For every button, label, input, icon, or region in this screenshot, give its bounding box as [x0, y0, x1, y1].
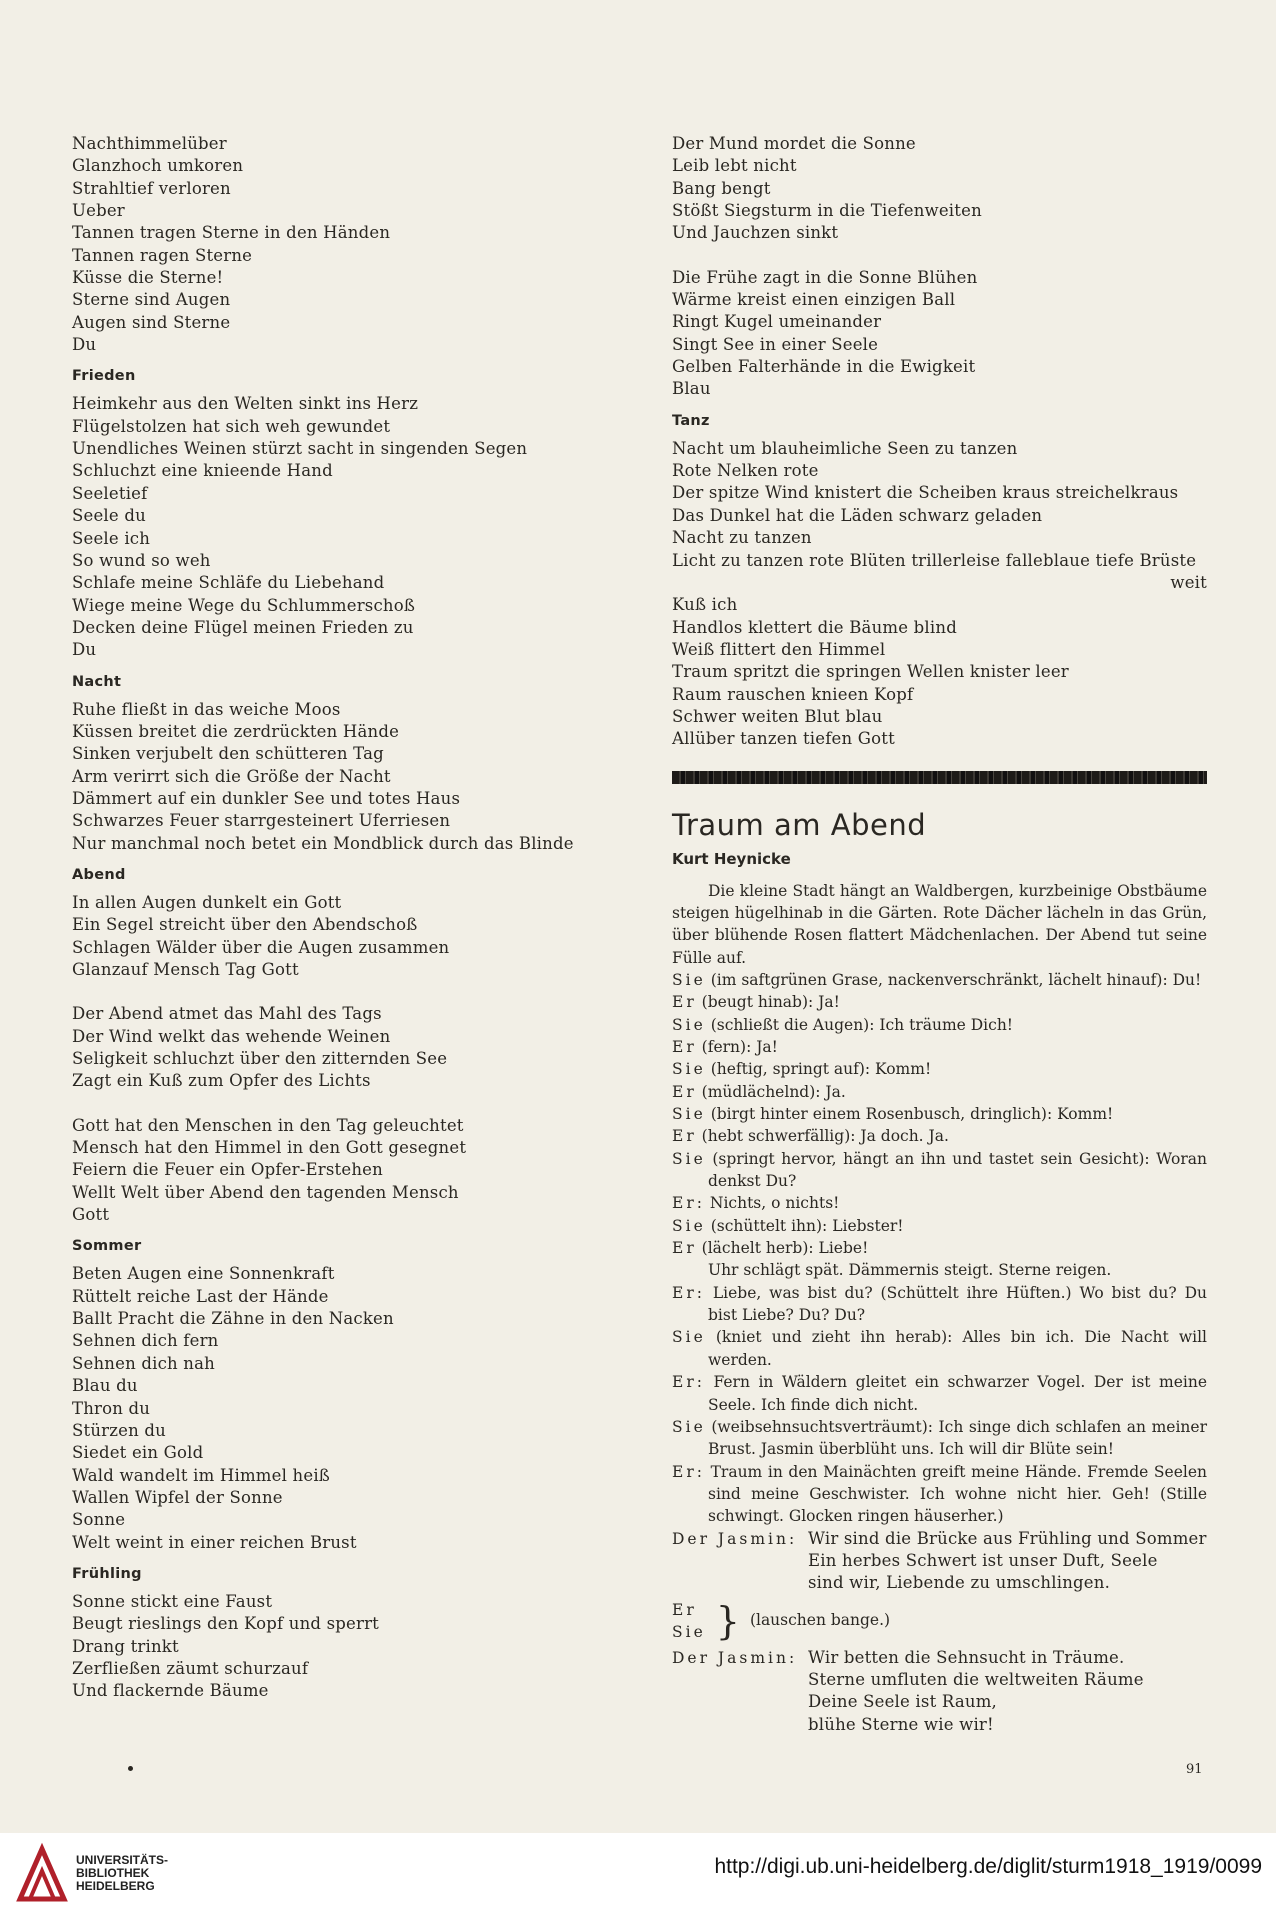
dialogue-part-2 [672, 1282, 1207, 1528]
verse-line: Weiß flittert den Himmel [672, 639, 886, 659]
verse-line: Leib lebt nicht [672, 156, 797, 176]
story-intro: Die kleine Stadt hängt an Waldbergen, kurzbeinige Obstbäume steigen hügelhinab in die Gärten. Rote Dächer lächeln in das Grün, über blühende Rosen flattert Mädchenlachen. Der Abend tut seine Fülle auf. [672, 881, 1207, 967]
verse-line: Rote Nelken rote [672, 461, 819, 481]
dialogue-line [672, 1148, 1207, 1193]
poem-abend-stanza-2 [72, 1003, 592, 1092]
dialogue-line [672, 1081, 1207, 1103]
verse-line: Decken deine Flügel meinen Frieden zu [72, 617, 414, 637]
verse-line: Singt See in einer Seele [672, 334, 879, 354]
poem-title-tanz: Tanz [672, 412, 710, 429]
dialogue-text: (schließt die Augen): Ich träume Dich! [710, 1015, 1014, 1034]
verse-line: Wellt Welt über Abend den tagenden Mensch [72, 1182, 459, 1202]
speaker-label: Sie [672, 1216, 706, 1235]
dialogue-text: (lächelt herb): Liebe! [701, 1239, 869, 1258]
dialogue-text: Traum in den Mainächten greift meine Hände. Fremde Seelen sind meine Geschwister. Ich wohne nicht hier. Geh! (Stille schwingt. Glocken ringen häuserher.) [708, 1462, 1207, 1526]
verse-line: Nur manchmal noch betet ein Mondblick durch das Blinde [72, 833, 574, 853]
poem-title-nacht: Nacht [72, 673, 122, 690]
poem-continued-a [672, 133, 1207, 245]
dialogue-line [672, 1215, 1207, 1237]
verse-line: Das Dunkel hat die Läden schwarz geladen [672, 505, 1043, 525]
dialogue-text: (heftig, springt auf): Komm! [710, 1060, 932, 1079]
dialogue-text: (springt hervor, hängt an ihn und tastet sein Gesicht): Woran denkst Du? [708, 1149, 1207, 1191]
verse-line: Und Jauchzen sinkt [672, 223, 839, 243]
verse-line: Und flackernde Bäume [72, 1681, 269, 1701]
dialogue-text: (fern): Ja! [701, 1038, 778, 1056]
dialogue-text: (hebt schwerfällig): Ja doch. Ja. [701, 1127, 949, 1146]
dialogue-line [672, 1416, 1207, 1461]
verse-line: Seele ich [72, 528, 151, 548]
verse-line: Bang bengt [672, 178, 771, 198]
verse-line: So wund so weh [72, 550, 211, 570]
verse-line: Wärme kreist einen einzigen Ball [672, 290, 956, 310]
speaker-label: Er [672, 1082, 697, 1101]
dialogue-text: Nichts, o nichts! [709, 1194, 840, 1213]
speaker-label: Sie [672, 1149, 706, 1168]
verse-line: Siedet ein Gold [72, 1443, 204, 1463]
verse-line: Schlafe meine Schläfe du Liebehand [72, 573, 385, 593]
library-name [76, 1854, 168, 1893]
verse-line: Tannen tragen Sterne in den Händen [72, 223, 391, 243]
verse-line: Sehnen dich fern [72, 1331, 219, 1351]
poem-tanz-part-1 [672, 438, 1207, 572]
brace-direction-text: (lauschen bange.) [749, 1611, 891, 1630]
speaker-label: Er [672, 1038, 697, 1056]
verse-line: Zerfließen zäumt schurzauf [72, 1658, 309, 1678]
verse-line: Schwer weiten Blut blau [672, 706, 883, 726]
verse-line: Der Mund mordet die Sonne [672, 134, 916, 153]
poem-tanz-part-2 [672, 594, 1207, 750]
verse-line: Sonne [72, 1510, 126, 1530]
library-name-line: BIBLIOTHEK [76, 1866, 150, 1880]
speaker-label: Er: [672, 1373, 705, 1392]
verse-line: Drang trinkt [72, 1636, 179, 1656]
verse-line: Schwarzes Feuer starrgesteinert Uferriesen [72, 811, 451, 831]
story-title: Traum am Abend [672, 807, 927, 842]
poem-title-fruehling: Frühling [72, 1565, 142, 1582]
verse-line: Wir betten die Sehnsucht in Träume. [808, 1647, 1125, 1667]
poem-title-frieden: Frieden [72, 368, 136, 385]
verse-line: Flügelstolzen hat sich weh gewundet [72, 416, 391, 436]
verse-line: Beugt rieslings den Kopf und sperrt [72, 1614, 379, 1634]
verse-line: Deine Seele ist Raum, [808, 1692, 998, 1712]
verse-line: Arm verirrt sich die Größe der Nacht [72, 766, 391, 786]
speaker-label: Sie [672, 1060, 706, 1079]
dialogue-line [672, 969, 1207, 991]
verse-line: Heimkehr aus den Welten sinkt ins Herz [72, 394, 419, 414]
dialogue-line [672, 1036, 1207, 1058]
dialogue-line [672, 1103, 1207, 1125]
speaker-label: Er [672, 1127, 697, 1146]
verse-line: Rüttelt reiche Last der Hände [72, 1286, 329, 1306]
verse-line: Zagt ein Kuß zum Opfer des Lichts [72, 1071, 371, 1091]
verse-line: Kuß ich [672, 595, 738, 615]
verse-line: In allen Augen dunkelt ein Gott [72, 892, 342, 912]
poem-continued-b [672, 267, 1207, 401]
verse-line: Der spitze Wind knistert die Scheiben kraus streichelkraus [672, 483, 1179, 503]
dialogue-text: (müdlächelnd): Ja. [701, 1082, 846, 1101]
poem-frieden [72, 393, 592, 661]
section-divider-rule [672, 771, 1207, 784]
verse-line: Glanzauf Mensch Tag Gott [72, 960, 299, 979]
poem-untitled [72, 133, 592, 356]
permalink-url[interactable]: http://digi.ub.uni-heidelberg.de/diglit/sturm1918_1919/0099 [714, 1855, 1262, 1878]
verse-line: Stößt Siegsturm in die Tiefenweiten [672, 201, 982, 221]
verse-line: Dämmert auf ein dunkler See und totes Haus [72, 788, 461, 808]
verse-line: Tannen ragen Sterne [72, 245, 253, 265]
page-number: 91 [1186, 1762, 1203, 1777]
dialogue-line [672, 1326, 1207, 1371]
verse-line: Wald wandelt im Himmel heiß [72, 1465, 331, 1485]
dialogue-text: (kniet und zieht ihn herab): Alles bin ich. Die Nacht will werden. [708, 1328, 1207, 1369]
verse-line: Raum rauschen knieen Kopf [672, 684, 914, 704]
verse-line: Unendliches Weinen stürzt sacht in singenden Segen [72, 439, 528, 459]
verse-line: Küssen breitet die zerdrückten Hände [72, 721, 400, 741]
stage-direction: Uhr schlägt spät. Dämmernis steigt. Sterne reigen. [708, 1261, 1112, 1280]
verse-line: Stürzen du [72, 1420, 166, 1440]
speaker-er: Er [672, 1600, 697, 1619]
dialogue-line [672, 1014, 1207, 1036]
speaker-sie: Sie [672, 1622, 706, 1641]
verse-line: Sterne sind Augen [72, 290, 231, 310]
viewer-footer [0, 1833, 1276, 1923]
speaker-label: Der Jasmin: [672, 1529, 798, 1548]
speaker-label: Er: [672, 1283, 705, 1302]
speaker-label: Sie [672, 1417, 706, 1436]
verse-line: Nachthimmelüber [72, 134, 227, 153]
speaker-label: Er [672, 1239, 697, 1258]
verse-line: Gott [72, 1205, 110, 1225]
verse-line: Schlagen Wälder über die Augen zusammen [72, 937, 450, 957]
verse-line: Ringt Kugel umeinander [672, 312, 882, 332]
dialogue-line [672, 1058, 1207, 1080]
dialogue-line [672, 1237, 1207, 1259]
verse-line: Blau [672, 379, 711, 399]
verse-line: blühe Sterne wie wir! [808, 1714, 994, 1734]
dialogue-text: (weibsehnsuchtsverträumt): Ich singe dich schlafen an meiner Brust. Jasmin überblüht uns. Ich will dir Blüte sein! [708, 1417, 1207, 1459]
dialogue-line [672, 1125, 1207, 1147]
speaker-label: Sie [672, 970, 706, 989]
verse-line: sind wir, Liebende zu umschlingen. [808, 1573, 1111, 1593]
verse-line: Strahltief verloren [72, 178, 231, 198]
dialogue-line [672, 991, 1207, 1013]
verse-line: Gott hat den Menschen in den Tag geleuchtet [72, 1115, 464, 1135]
verse-line: Beten Augen eine Sonnenkraft [72, 1264, 335, 1284]
poem-sommer [72, 1263, 592, 1553]
verse-line: Handlos klettert die Bäume blind [672, 617, 957, 637]
verse-line: Ein herbes Schwert ist unser Duft, Seele [808, 1550, 1158, 1570]
stanza-gap [72, 981, 592, 1003]
verse-line: Augen sind Sterne [72, 312, 231, 332]
verse-line: Glanzhoch umkoren [72, 156, 244, 176]
speaker-label: Sie [672, 1015, 706, 1034]
brace-speakers [672, 1599, 706, 1643]
dialogue-text: (schüttelt ihn): Liebster! [710, 1216, 904, 1235]
print-speck [128, 1766, 133, 1771]
brace-stage-direction [672, 1599, 1207, 1643]
poem-nacht [72, 699, 592, 855]
library-name-line: HEIDELBERG [76, 1879, 155, 1893]
curly-brace-icon: } [715, 1598, 740, 1643]
verse-line: Traum spritzt die springen Wellen knister leer [672, 662, 1069, 682]
verse-line: Blau du [72, 1376, 138, 1396]
verse-line: Ruhe fließt in das weiche Moos [72, 699, 341, 719]
library-name-line: UNIVERSITÄTS- [76, 1853, 169, 1867]
verse-line: Küsse die Sterne! [72, 268, 224, 288]
speaker-label: Der Jasmin: [672, 1648, 798, 1667]
dialogue-text: Liebe, was bist du? (Schüttelt ihre Hüften.) Wo bist du? Du bist Liebe? Du? Du? [708, 1283, 1207, 1325]
dialogue-text: (im saftgrünen Grase, nackenverschränkt, lächelt hinauf): Du! [710, 970, 1202, 989]
verse-line: Licht zu tanzen rote Blüten trillerleise falleblaue tiefe Brüste [672, 550, 1197, 570]
verse-line: Allüber tanzen tiefen Gott [672, 729, 895, 749]
speaker-label: Sie [672, 1105, 706, 1124]
jasmin-speech-2 [672, 1647, 1207, 1736]
verse-line: Du [72, 640, 97, 660]
poem-title-abend: Abend [72, 866, 126, 883]
verse-line: Ueber [72, 201, 125, 221]
dialogue-line [672, 1371, 1207, 1416]
jasmin-speech-1 [672, 1528, 1207, 1595]
verse-line: Wallen Wipfel der Sonne [72, 1487, 283, 1507]
stanza-gap [672, 245, 1207, 267]
dialogue-line [672, 1282, 1207, 1327]
story-author: Kurt Heynicke [672, 849, 791, 868]
verse-line: Wir sind die Brücke aus Frühling und Sommer [808, 1528, 1207, 1548]
verse-line: Thron du [72, 1398, 151, 1418]
library-logo-icon [12, 1841, 74, 1907]
dialogue-text: (birgt hinter einem Rosenbusch, dringlich): Komm! [710, 1105, 1114, 1124]
right-column [672, 133, 1207, 1736]
poem-title-sommer: Sommer [72, 1238, 142, 1255]
verse-line: Ein Segel streicht über den Abendschoß [72, 915, 418, 935]
poem-abend-stanza-3 [72, 1115, 592, 1227]
speaker-label: Er: [672, 1194, 705, 1213]
verse-line: Feiern die Feuer ein Opfer-Erstehen [72, 1160, 383, 1180]
verse-line: Sehnen dich nah [72, 1353, 216, 1373]
verse-line: Seligkeit schluchzt über den zitternden See [72, 1049, 448, 1069]
dialogue-line [672, 1461, 1207, 1528]
jasmin-lines [808, 1528, 1207, 1595]
speaker-label: Er: [672, 1462, 705, 1481]
verse-line: Seele du [72, 506, 146, 526]
dialogue-text: Fern in Wäldern gleitet ein schwarzer Vogel. Der ist meine Seele. Ich finde dich nicht. [708, 1373, 1207, 1414]
verse-line: Seeletief [72, 483, 148, 503]
verse-line: Nacht zu tanzen [672, 528, 812, 548]
jasmin-lines [808, 1647, 1144, 1736]
verse-line: Sinken verjubelt den schütteren Tag [72, 744, 384, 764]
poem-abend-stanza-1 [72, 892, 592, 981]
left-column [72, 133, 592, 1703]
verse-line: Nacht um blauheimliche Seen zu tanzen [672, 438, 1018, 458]
dialogue-line [672, 1192, 1207, 1214]
verse-line: Sonne stickt eine Faust [72, 1591, 273, 1611]
dialogue-part-1 [672, 969, 1207, 1259]
verse-line: Sterne umfluten die weltweiten Räume [808, 1669, 1144, 1689]
verse-line: Schluchzt eine knieende Hand [72, 461, 333, 481]
speaker-label: Er [672, 993, 697, 1012]
verse-line: Mensch hat den Himmel in den Gott gesegnet [72, 1138, 467, 1158]
verse-line: Welt weint in einer reichen Brust [72, 1532, 357, 1552]
dialogue-text: (beugt hinab): Ja! [701, 993, 840, 1012]
verse-line: Der Wind welkt das wehende Weinen [72, 1026, 391, 1046]
verse-line: Wiege meine Wege du Schlummerschoß [72, 595, 416, 615]
tanz-carryover-word: weit [1170, 572, 1207, 592]
stanza-gap [72, 1093, 592, 1115]
verse-line: Gelben Falterhände in die Ewigkeit [672, 357, 976, 377]
verse-line: Du [72, 335, 97, 355]
verse-line: Ballt Pracht die Zähne in den Nacken [72, 1309, 394, 1329]
speaker-label: Sie [672, 1328, 706, 1347]
poem-fruehling [72, 1591, 592, 1703]
verse-line: Der Abend atmet das Mahl des Tags [72, 1004, 382, 1024]
verse-line: Die Frühe zagt in die Sonne Blühen [672, 267, 978, 287]
